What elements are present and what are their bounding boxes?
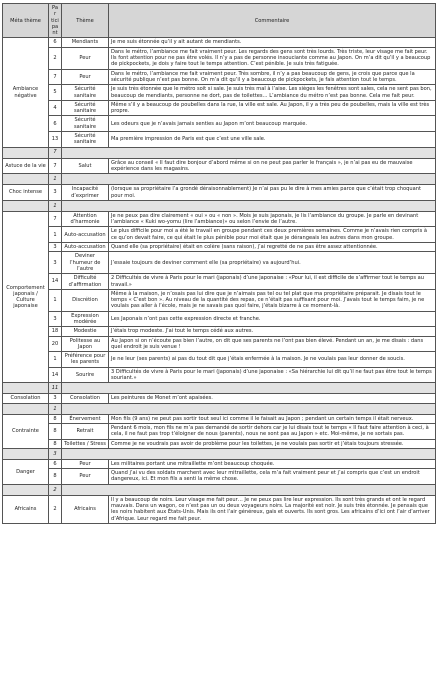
comment-cell: Je suis très étonnée que le métro soit si sale. Je suis très mal à l’aise. Les sièges les fenêtres sont sales, cela ne sent pas bon, beaucoup de mendiants, personne ne dort, pas de toilettes… L’ambiance du métro n’est pas bonne. Cela me fait peur. <box>109 85 436 101</box>
meta-theme-cell: Africains <box>3 495 49 523</box>
table-body <box>3 38 436 523</box>
table-row <box>3 85 436 101</box>
theme-cell: Consolation <box>62 394 109 403</box>
group-separator-fill <box>62 200 436 211</box>
table-row <box>3 211 436 227</box>
header-meta-theme: Méta thème <box>3 4 49 38</box>
comment-cell: Même s’il y a beaucoup de poubelles dans la rue, la ville est sale. Au Japon, il y a très peu de poubelles, mais la ville est très propre. <box>109 100 436 116</box>
comment-cell: Comme je ne voudrais pas avoir de problème pour les toilettes, je ne voulais pas sortir et j’étais toujours stressée. <box>109 439 436 448</box>
comment-cell: Quand elle (sa propriétaire) était en colère (sans raison), j’ai regretté de ne pas être assez attentionnée. <box>109 243 436 252</box>
participant-cell: 5 <box>49 85 62 101</box>
participant-cell: 2 <box>49 495 62 523</box>
participant-cell: 3 <box>49 311 62 327</box>
group-separator-fill <box>62 403 436 414</box>
participant-cell: 14 <box>49 274 62 290</box>
table-row <box>3 495 436 523</box>
participant-cell: 6 <box>49 116 62 132</box>
table-row <box>3 439 436 448</box>
meta-theme-cell: Danger <box>3 459 49 484</box>
table-row <box>3 327 436 336</box>
group-separator-row <box>3 147 436 158</box>
table-row <box>3 243 436 252</box>
group-separator-left <box>3 200 49 211</box>
theme-cell: Attention d’harmonie <box>62 211 109 227</box>
header-theme: Thème <box>62 4 109 38</box>
meta-theme-cell: Consolation <box>3 394 49 403</box>
theme-cell: Peur <box>62 469 109 485</box>
theme-cell: Peur <box>62 69 109 85</box>
theme-cell: Toilettes / Stress <box>62 439 109 448</box>
participant-cell: 20 <box>49 336 62 352</box>
group-separator-left <box>3 383 49 394</box>
group-separator-row <box>3 448 436 459</box>
group-separator-left <box>3 147 49 158</box>
header-participants: Par tici pa nt <box>49 4 62 38</box>
group-separator-row <box>3 174 436 185</box>
participant-cell: 8 <box>49 414 62 423</box>
theme-cell: Énervement <box>62 414 109 423</box>
comment-cell: Je me suis étonnée qu’il y ait autant de mendiants. <box>109 38 436 47</box>
theme-cell: Sécurité sanitaire <box>62 132 109 148</box>
comment-cell: Grâce au conseil « Il faut dire bonjour d’abord même si on ne peut pas parler le français », je n’ai pas eu de mauvaise expérience dans les magasins. <box>109 158 436 174</box>
comment-cell: Je ne peux pas dire clairement « oui » ou « non ». Mois je suis japonais, je lis l’ambiance du groupe. Je parle en devinant l’ambiance « Kuki wo-yomu (lire l’ambiance)» ou selon l’envie de l’autre. <box>109 211 436 227</box>
theme-cell: Incapacité d’exprimer <box>62 185 109 201</box>
participant-cell: 7 <box>49 69 62 85</box>
participant-cell: 4 <box>49 100 62 116</box>
participant-cell: 2 <box>49 47 62 69</box>
comment-cell: Au Japon si on n’écoute pas bien l’autre, on dit que ses parents ne l’ont pas bien élevé. Pendant un an, je me disais : dans quel endroit je suis venue ! <box>109 336 436 352</box>
comment-cell: J’essaie toujours de deviner comment elle (sa propriétaire) va aujourd’hui. <box>109 252 436 274</box>
participant-cell: 8 <box>49 439 62 448</box>
theme-cell: Modestie <box>62 327 109 336</box>
theme-cell: Peur <box>62 459 109 468</box>
participant-cell: 1 <box>49 289 62 311</box>
theme-cell: Politesse au Japon <box>62 336 109 352</box>
participant-cell: 8 <box>49 423 62 439</box>
group-separator-left <box>3 403 49 414</box>
table-row <box>3 311 436 327</box>
participant-cell: 3 <box>49 394 62 403</box>
table-row <box>3 47 436 69</box>
group-participant-count: 2 <box>49 484 62 495</box>
table-row <box>3 116 436 132</box>
comment-cell: (lorsque sa propriétaire l’a grondé déraisonnablement) Je n’ai pas pu le dire à mes amies parce que c’était trop choquant pour moi. <box>109 185 436 201</box>
meta-theme-cell: Contrainte <box>3 414 49 448</box>
table-row <box>3 185 436 201</box>
themes-table <box>2 3 436 524</box>
participant-cell: 6 <box>49 459 62 468</box>
comment-cell: Je ne leur (ses parents) ai pas du tout dit que j’étais enfermée à la maison. Je ne voulais pas leur donner de soucis. <box>109 352 436 368</box>
group-separator-row <box>3 484 436 495</box>
meta-theme-cell: Comportement japonais / Culture japonaise <box>3 211 49 383</box>
theme-cell: Sourire <box>62 367 109 383</box>
comment-cell: 2 Difficultés de vivre à Paris pour le mari (japonais) d’une japonaise : «Pour lui, il est difficile de s’affirmer tout le temps au travail.» <box>109 274 436 290</box>
group-participant-count: 11 <box>49 383 62 394</box>
table-row <box>3 367 436 383</box>
table-row <box>3 336 436 352</box>
table-row <box>3 423 436 439</box>
table-row <box>3 394 436 403</box>
theme-cell: Africains <box>62 495 109 523</box>
participant-cell: 6 <box>49 38 62 47</box>
meta-theme-cell: Ambiance négative <box>3 38 49 147</box>
comment-cell: J’étais trop modeste. J’ai tout le temps cédé aux autres. <box>109 327 436 336</box>
theme-cell: Sécurité sanitaire <box>62 85 109 101</box>
comment-cell: Dans le métro, l’ambiance me fait vraiment peur. Très sombre, il n’y a pas beaucoup de gens, je crois que parce que la sécurité publique n’est pas bonne. On m’a dit qu’il y a beaucoup de pickpockets, je fais attention tout le temps. <box>109 69 436 85</box>
participant-cell: 7 <box>49 211 62 227</box>
group-separator-fill <box>62 383 436 394</box>
comment-cell: Les Japonais n’ont pas cette expression directe et franche. <box>109 311 436 327</box>
comment-cell: Les militaires portant une mitraillette m’ont beaucoup choquée. <box>109 459 436 468</box>
participant-cell: 3 <box>49 243 62 252</box>
comment-cell: Dans le métro, l’ambiance me fait vraiment peur. Les regards des gens sont très lourds. Très triste, leur visage me fait peur. Ils font attention pour ne pas être volés. Il n’y a pas de personne insouciante comme au Japon. On m’a dit qu’il y a beaucoup de pickpockets, je dois y faire tout le temps attention. C’est pénible. Je suis très fatiguée. <box>109 47 436 69</box>
theme-cell: Sécurité sanitaire <box>62 116 109 132</box>
theme-cell: Retrait <box>62 423 109 439</box>
comment-cell: 3 Difficultés de vivre à Paris pour le mari (japonais) d’une japonaise : «Sa hiérarchie lui dit qu’il ne faut pas être tout le temps souriant.» <box>109 367 436 383</box>
group-separator-fill <box>62 147 436 158</box>
comment-cell: Le plus difficile pour moi a été le travail en groupe pendant ces deux premières semaines. Comme je n’avais rien compris à ce qu’on devait faire, ce qui était le plus pénible pour moi était que je dérangeais les autres dans mon groupe. <box>109 227 436 243</box>
participant-cell: 18 <box>49 327 62 336</box>
comment-cell: Il y a beaucoup de noirs. Leur visage me fait peur… Je ne peux pas lire leur expression. Ils sont très grands et ont le regard mauvais. Dans un wagon, ce n’est pas un ou deux voyageurs noirs. La majorité est noir. Je suis très étonnée. Je pensais que les noirs habitent aux États-Unis. Mais ils ont l’air généreux, gais et ouverts. Ils sont gros. Les africains d’ici ont l’air d’arriver d’Afrique. Leur regard me fait peur. <box>109 495 436 523</box>
participant-cell: 13 <box>49 132 62 148</box>
theme-cell: Expression modérée <box>62 311 109 327</box>
group-participant-count: 3 <box>49 448 62 459</box>
comment-cell: Mon fils (9 ans) ne peut pas sortir tout seul ici comme il le faisait au Japon ; pendant un certain temps il était nerveux. <box>109 414 436 423</box>
theme-cell: Auto-accusation <box>62 227 109 243</box>
participant-cell: 8 <box>49 469 62 485</box>
theme-cell: Deviner l’humeur de l’autre <box>62 252 109 274</box>
participant-cell: 7 <box>49 158 62 174</box>
theme-cell: Préférence pour les parents <box>62 352 109 368</box>
group-participant-count: 1 <box>49 174 62 185</box>
table-header <box>3 4 436 38</box>
participant-cell: 1 <box>49 227 62 243</box>
group-participant-count: 1 <box>49 200 62 211</box>
group-participant-count: 7 <box>49 147 62 158</box>
table-row <box>3 252 436 274</box>
comment-cell: Les odeurs que je n’avais jamais senties au Japon m’ont beaucoup marquée. <box>109 116 436 132</box>
group-participant-count: 1 <box>49 403 62 414</box>
header-comment: Commentaire <box>109 4 436 38</box>
theme-cell: Peur <box>62 47 109 69</box>
table-row <box>3 289 436 311</box>
table-row <box>3 227 436 243</box>
group-separator-left <box>3 174 49 185</box>
table-row <box>3 69 436 85</box>
theme-cell: Sécurité sanitaire <box>62 100 109 116</box>
theme-cell: Mendiants <box>62 38 109 47</box>
group-separator-left <box>3 448 49 459</box>
table-row <box>3 38 436 47</box>
table-row <box>3 352 436 368</box>
group-separator-fill <box>62 174 436 185</box>
group-separator-fill <box>62 448 436 459</box>
theme-cell: Discrétion <box>62 289 109 311</box>
comment-cell: Ma première impression de Paris est que c’est une ville sale. <box>109 132 436 148</box>
table-row <box>3 132 436 148</box>
participant-cell: 14 <box>49 367 62 383</box>
table-row <box>3 274 436 290</box>
comment-cell: Pendant 6 mois, mon fils ne m’a pas demandé de sortir dehors car je lui disais tout le temps « Il faut faire attention à ceci, à cela, il ne faut pas trop t’éloigner de nous (parents), nous ne sont pas au Japon » etc. Moi-même, je ne sortais pas. <box>109 423 436 439</box>
participant-cell: 3 <box>49 185 62 201</box>
table-row <box>3 459 436 468</box>
table-row <box>3 100 436 116</box>
table-row <box>3 158 436 174</box>
group-separator-row <box>3 403 436 414</box>
group-separator-row <box>3 383 436 394</box>
group-separator-fill <box>62 484 436 495</box>
meta-theme-cell: Choc intense <box>3 185 49 201</box>
theme-cell: Difficulté d’affirmation <box>62 274 109 290</box>
participant-cell: 1 <box>49 352 62 368</box>
theme-cell: Salut <box>62 158 109 174</box>
comment-cell: Même à la maison, je n’osais pas lui dire que je n’aimais pas tel ou tel plat que ma propriétaire préparait. Je disais tout le temps « C’est bon ». Au niveau de la quantité des repas, ce n’était pas suffisant pour moi. J’avais tout le temps faim, je ne voulais pas aller à l’école, mais je ne savais pas quoi faire, j’étais bizarre à ce moment-là. <box>109 289 436 311</box>
meta-theme-cell: Astuce de la vie <box>3 158 49 174</box>
theme-cell: Auto-accusation <box>62 243 109 252</box>
comment-cell: Les peintures de Monet m’ont apaisées. <box>109 394 436 403</box>
group-separator-left <box>3 484 49 495</box>
group-separator-row <box>3 200 436 211</box>
table-row <box>3 414 436 423</box>
participant-cell: 3 <box>49 252 62 274</box>
table-row <box>3 469 436 485</box>
comment-cell: Quand j’ai vu des soldats marchent avec leur mitraillette, cela m’a fait vraiment peur et j’ai compris que c’est un endroit dangereux, ici. Et mon fils a senti la même chose. <box>109 469 436 485</box>
